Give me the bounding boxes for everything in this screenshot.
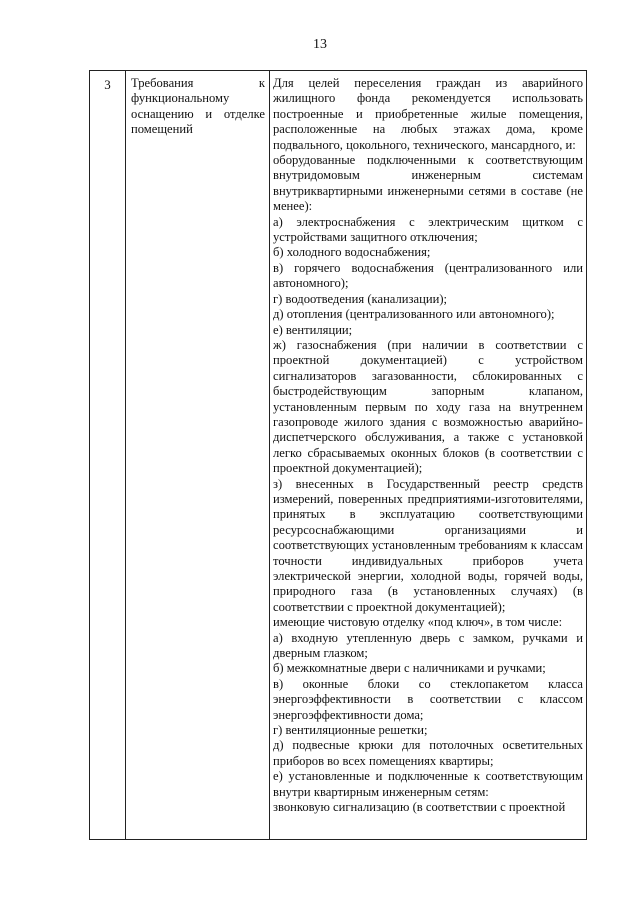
paragraph: д) подвесные крюки для потолочных осветительных приборов во всех помещениях квартиры; (273, 738, 583, 768)
paragraph: д) отопления (централизованного или автономного); (273, 307, 555, 322)
page-number: 13 (313, 37, 327, 52)
paragraph: Для целей переселения граждан из аварийного жилищного фонда рекомендуется использовать построенные и приобретенные жилые помещения, расположенные на любых этажах дома, кроме подвального, цокольного, технического, мансардного, и: (273, 76, 583, 152)
paragraph: г) вентиляционные решетки; (273, 723, 428, 738)
paragraph: б) холодного водоснабжения; (273, 245, 431, 260)
paragraph: а) входную утепленную дверь с замком, ручками и дверным глазком; (273, 630, 583, 661)
paragraph: г) водоотведения (канализации); (273, 291, 448, 306)
row-number: 3 (90, 71, 126, 840)
paragraph: в) оконные блоки со стеклопакетом класса энергоэффективности в соответствии с классом энергоэффективности дома; (273, 676, 583, 722)
table-row (90, 71, 587, 840)
requirement-text (270, 71, 587, 840)
paragraph: звонковую сигнализацию (в соответствии с проектной (273, 800, 566, 815)
paragraph: б) межкомнатные двери с наличниками и ручками; (273, 661, 546, 676)
paragraph: в) горячего водоснабжения (централизованного или автономного); (273, 260, 583, 291)
paragraph: оборудованные подключенными к соответствующим внутридомовым инженерным системам внутриквартирными инженерными сетями в составе (не менее): (273, 153, 583, 214)
paragraph: е) вентиляции; (273, 322, 353, 337)
paragraph: з) внесенных в Государственный реестр средств измерений, поверенных предприятиями-изготовителями, принятых в эксплуатацию соответствующими ресурсоснабжающими организациями и соответствующих установленным требованиям к классам точности индивидуальных приборов учета электрической энергии, холодной воды, горячей воды, природного газа (в установленных случаях) (в соответствии с проектной документацией); (273, 476, 583, 614)
requirements-table (89, 70, 587, 840)
paragraph: е) установленные и подключенные к соответствующим внутри квартирным инженерным сетям: (273, 769, 583, 799)
paragraph: а) электроснабжения с электрическим щитком с устройствами защитного отключения; (273, 214, 583, 245)
requirement-title: Требования к функциональному оснащению и отделке помещений (126, 71, 270, 840)
paragraph: имеющие чистовую отделку «под ключ», в том числе: (273, 615, 563, 630)
paragraph: ж) газоснабжения (при наличии в соответствии с проектной документацией) с устройством сигнализаторов загазованности, сблокированных с быстродействующим запорным клапаном, установленным первым по ходу газа на внутреннем газопроводе жилого здания с возможностью аварийно-диспетчерского обслуживания, а также с установкой легко сбрасываемых оконных блоков (в соответствии с проектной документацией); (273, 337, 583, 476)
